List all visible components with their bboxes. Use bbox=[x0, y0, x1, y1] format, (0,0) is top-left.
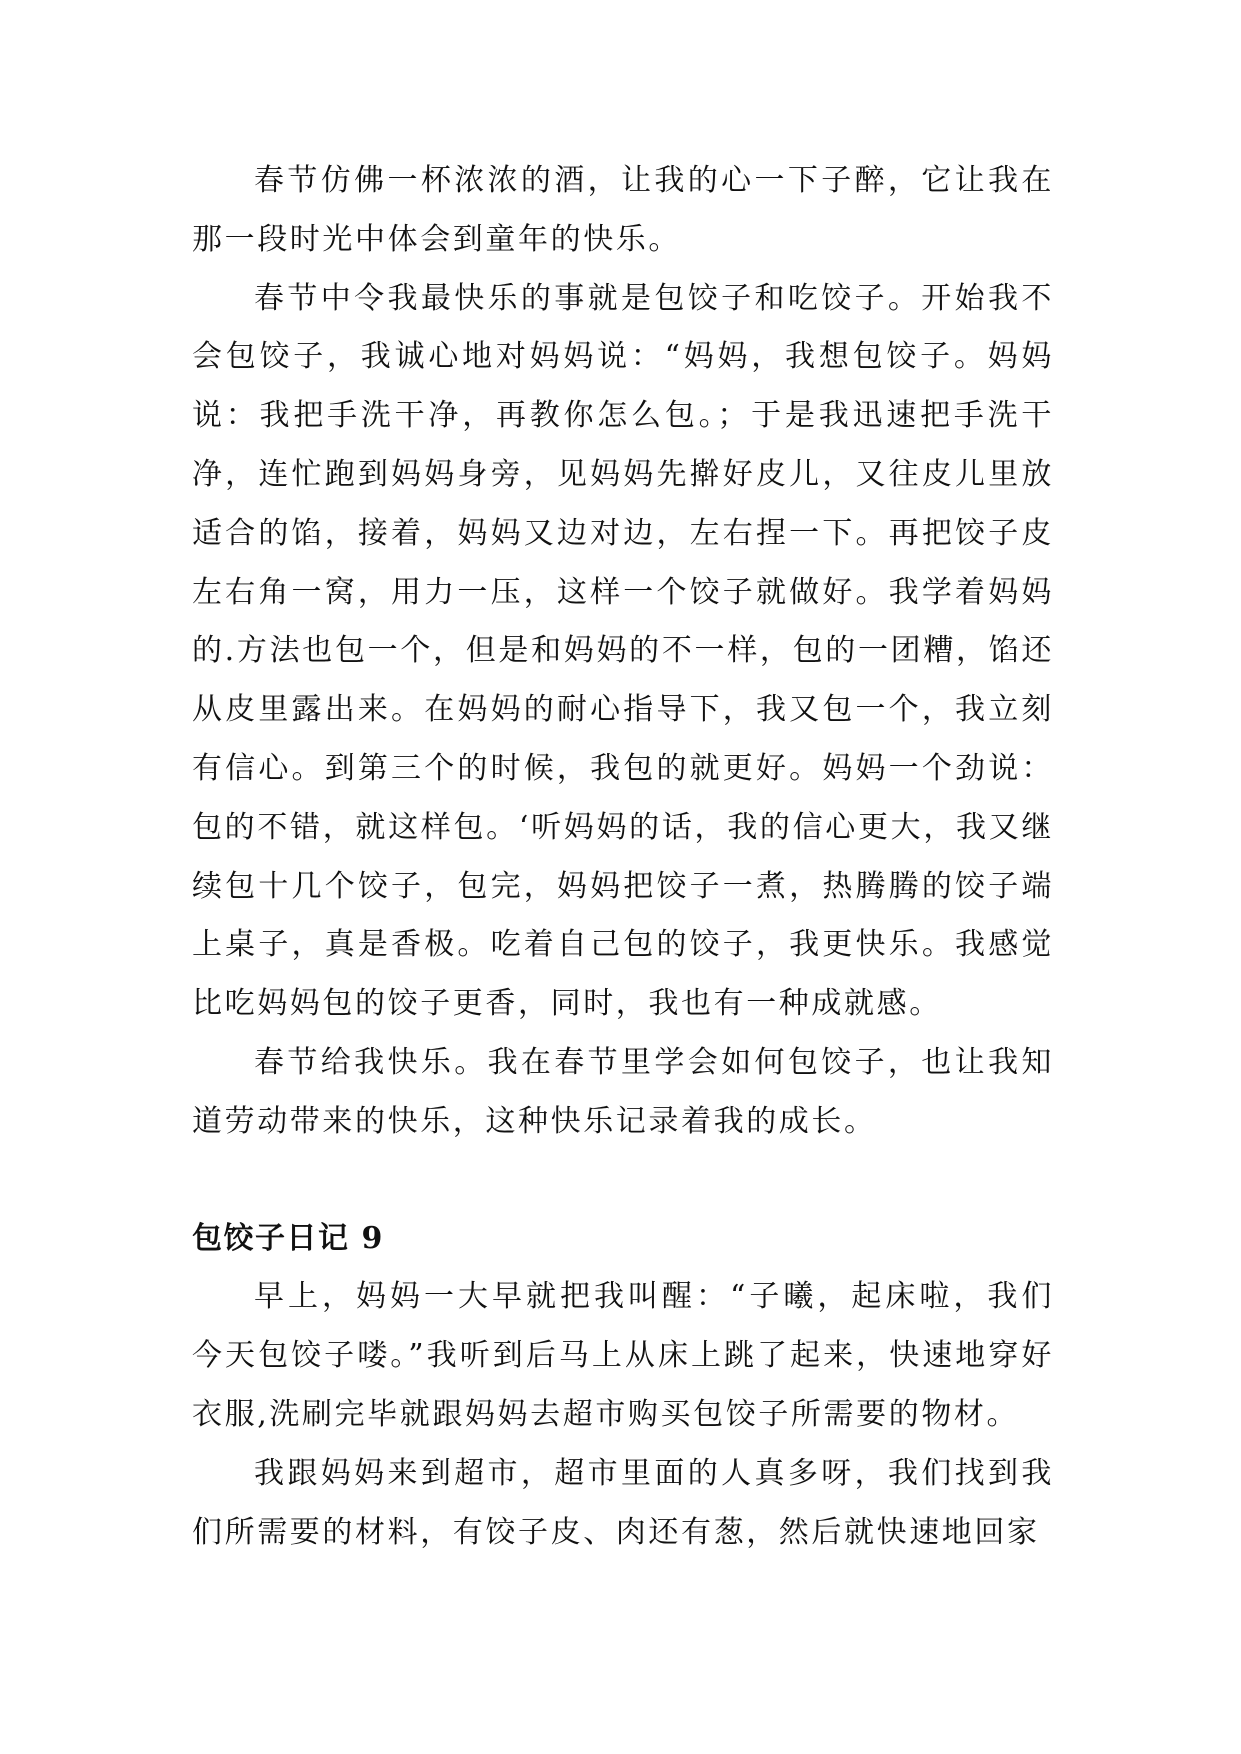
section-gap bbox=[192, 1152, 1054, 1210]
document-body bbox=[192, 152, 1054, 1562]
section-title: 包饺子日记 9 bbox=[192, 1220, 384, 1256]
paragraph-intro: 春节仿佛一杯浓浓的酒，让我的心一下子醉，它让我在那一段时光中体会到童年的快乐。 bbox=[192, 163, 1054, 257]
paragraph-conclusion: 春节给我快乐。我在春节里学会如何包饺子，也让我知道劳动带来的快乐，这种快乐记录着我的成长。 bbox=[192, 1044, 1054, 1139]
paragraph-supermarket: 我跟妈妈来到超市，超市里面的人真多呀，我们找到我们所需要的材料，有饺子皮、肉还有葱，然后就快速地回家 bbox=[192, 1455, 1054, 1550]
paragraph-morning: 早上，妈妈一大早就把我叫醒：“子曦，起床啦，我们今天包饺子喽。”我听到后马上从床上跳了起来，快速地穿好衣服,洗刷完毕就跟妈妈去超市购买包饺子所需要的物材。 bbox=[192, 1279, 1054, 1432]
paragraph-dumpling-making: 春节中令我最快乐的事就是包饺子和吃饺子。开始我不会包饺子，我诚心地对妈妈说：“妈妈，我想包饺子。妈妈说：我把手洗干净，再教你怎么包。；于是我迅速把手洗干净，连忙跑到妈妈身旁，见妈妈先擀好皮儿，又往皮儿里放适合的馅，接着，妈妈又边对边，左右捏一下。再把饺子皮左右角一窝，用力一压，这样一个饺子就做好。我学着妈妈的.方法也包一个，但是和妈妈的不一样，包的一团糟，馅还从皮里露出来。在妈妈的耐心指导下，我又包一个，我立刻有信心。到第三个的时候，我包的就更好。妈妈一个劲说：包的不错，就这样包。‘听妈妈的话，我的信心更大，我又继续包十几个饺子，包完，妈妈把饺子一煮，热腾腾的饺子端上桌子，真是香极。吃着自己包的饺子，我更快乐。我感觉比吃妈妈包的饺子更香，同时，我也有一种成就感。 bbox=[192, 280, 1054, 1022]
